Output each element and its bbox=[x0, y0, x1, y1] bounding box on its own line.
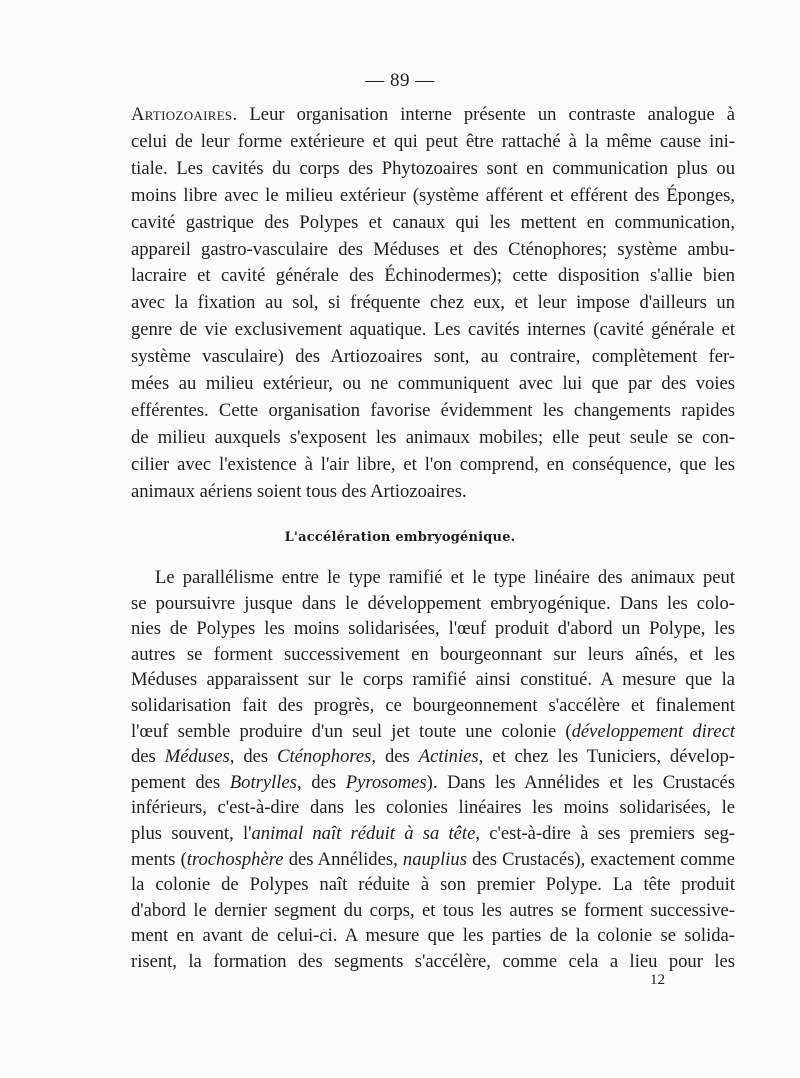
lead-word: Artiozoaires. bbox=[131, 104, 238, 125]
text-line: de milieu auxquels s'exposent les animaux mobiles; elle peut seule se con- bbox=[131, 426, 735, 448]
paragraph-acceleration bbox=[131, 565, 735, 975]
text-line: cilier avec l'existence à l'air libre, et l'on comprend, en conséquence, que les bbox=[131, 453, 735, 475]
page-number: — 89 — bbox=[365, 70, 435, 91]
text-line: nies de Polypes les moins solidarisées, l'œuf produit d'abord un Polype, les bbox=[131, 618, 735, 640]
italic-term: Cténophores bbox=[277, 746, 372, 768]
text-line: plus souvent, l'animal naît réduit à sa tête, c'est-à-dire à ses premiers seg- bbox=[131, 822, 735, 844]
italic-term: trochosphère bbox=[186, 848, 284, 870]
text-line: celui de leur forme extérieure et qui peut être rattaché à la même cause ini- bbox=[131, 130, 735, 152]
text-line: Artiozoaires. Leur organisation interne présente un contraste analogue à bbox=[131, 104, 735, 125]
text-line: animaux aériens soient tous des Artiozoaires. bbox=[131, 480, 467, 502]
text-line: système vasculaire) des Artiozoaires sont, au contraire, complètement fer- bbox=[131, 346, 735, 368]
text-line: lacraire et cavité générale des Échinodermes); cette disposition s'allie bien bbox=[131, 265, 735, 287]
italic-term: Pyrosomes bbox=[345, 771, 427, 793]
text-line: solidarisation fait des progrès, ce bourgeonnement s'accélère et finalement bbox=[131, 694, 735, 716]
text-line: cavité gastrique des Polypes et canaux qui les mettent en communication, bbox=[131, 211, 735, 233]
text-line: moins libre avec le milieu extérieur (système afférent et efférent des Éponges, bbox=[131, 184, 735, 206]
text-line: efférentes. Cette organisation favorise évidemment les changements rapides bbox=[131, 399, 735, 421]
text-line: pement des Botrylles, des Pyrosomes). Dans les Annélides et les Crustacés bbox=[131, 771, 735, 793]
paragraph-artiozoaires bbox=[131, 102, 735, 506]
section-heading: L'accélération embryogénique. bbox=[284, 530, 516, 545]
text-line: Le parallélisme entre le type ramifié et le type linéaire des animaux peut bbox=[155, 567, 735, 588]
text-line: mées au milieu extérieur, ou ne communiquent avec lui que par des voies bbox=[131, 373, 735, 395]
text-line: ment en avant de celui-ci. A mesure que les parties de la colonie se solida- bbox=[131, 925, 735, 947]
text-line: autres se forment successivement en bourgeonnant sur leurs aînés, et les bbox=[131, 643, 735, 665]
text-line: ments (trochosphère des Annélides, nauplius des Crustacés), exactement comme bbox=[131, 848, 735, 870]
text-line: risent, la formation des segments s'accélère, comme cela a lieu pour les bbox=[131, 950, 735, 972]
signature-mark: 12 bbox=[650, 972, 665, 988]
text-line: genre de vie exclusivement aquatique. Les cavités internes (cavité générale et bbox=[131, 319, 735, 341]
italic-term: Méduses bbox=[164, 746, 230, 768]
italic-term: nauplius bbox=[402, 848, 467, 870]
text-line: des Méduses, des Cténophores, des Actinies, et chez les Tuniciers, dévelop- bbox=[131, 746, 735, 768]
text-line: inférieurs, c'est-à-dire dans les colonies linéaires les moins solidarisées, le bbox=[131, 797, 735, 819]
text-line: la colonie de Polypes naît réduite à son premier Polype. La tête produit bbox=[131, 874, 735, 896]
text-line: tiale. Les cavités du corps des Phytozoaires sont en communication plus ou bbox=[131, 157, 735, 179]
italic-phrase: développement direct bbox=[571, 720, 735, 742]
italic-term: Actinies bbox=[418, 746, 479, 768]
text-line: appareil gastro-vasculaire des Méduses et des Cténophores; système ambu- bbox=[131, 238, 735, 260]
text-line: Méduses apparaissent sur le corps ramifié ainsi constitué. A mesure que la bbox=[131, 669, 735, 691]
text-line: d'abord le dernier segment du corps, et tous les autres se forment successive- bbox=[131, 899, 735, 921]
italic-phrase: animal naît réduit à sa tête bbox=[251, 822, 476, 844]
text-line: avec la fixation au sol, si fréquente chez eux, et leur impose d'ailleurs un bbox=[131, 292, 735, 314]
italic-term: Botrylles bbox=[229, 771, 297, 793]
text-line: l'œuf semble produire d'un seul jet toute une colonie (développement direct bbox=[131, 720, 735, 742]
text-line: se poursuivre jusque dans le développement embryogénique. Dans les colo- bbox=[131, 592, 735, 614]
